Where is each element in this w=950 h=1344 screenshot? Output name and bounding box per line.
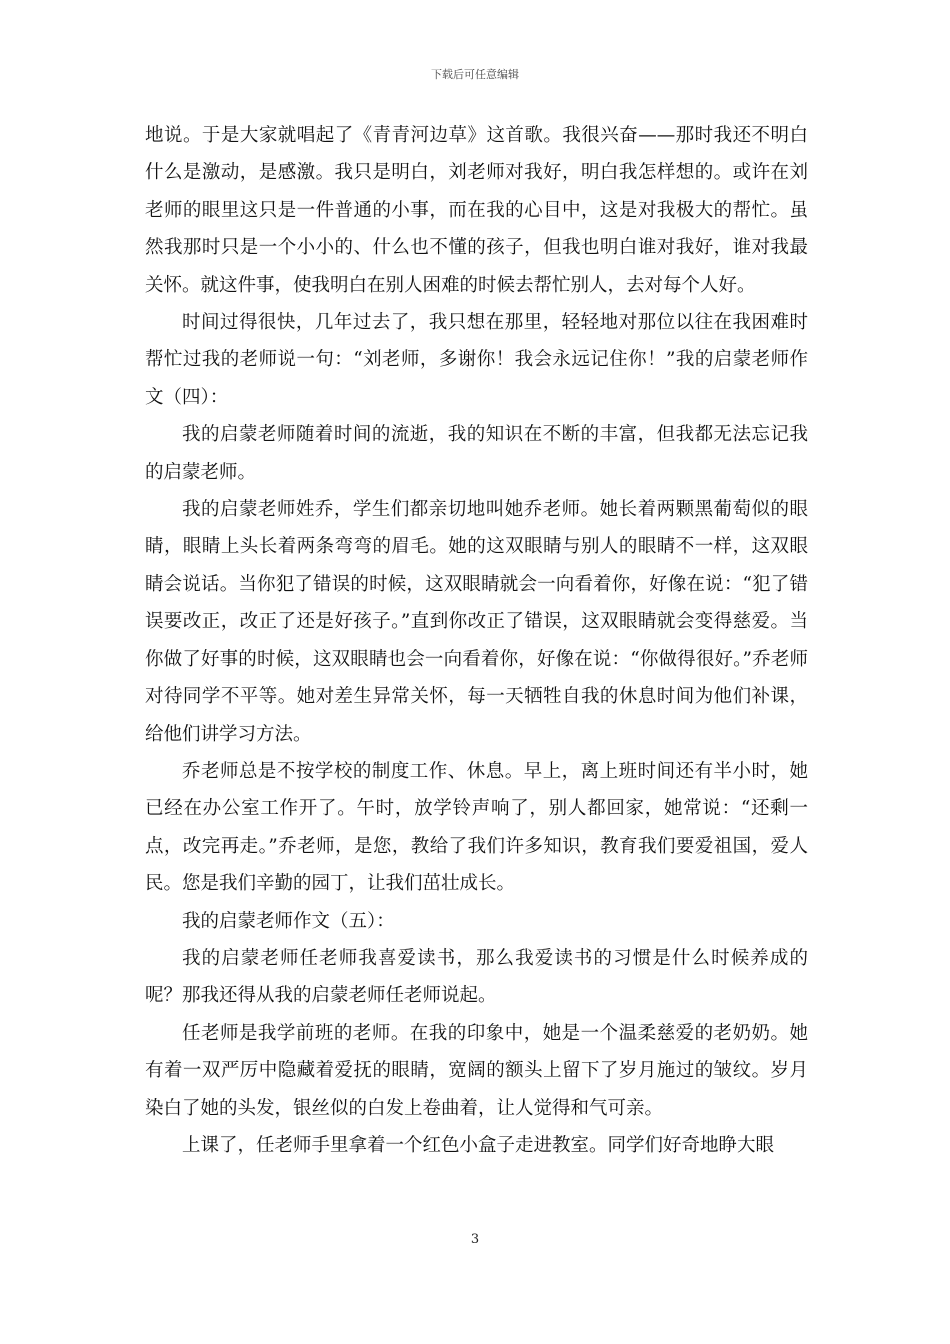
paragraph-3: 我的启蒙老师随着时间的流逝，我的知识在不断的丰富，但我都无法忘记我的启蒙老师。 [145,424,808,483]
paragraph-5: 乔老师总是不按学校的制度工作、休息。早上，离上班时间还有半小时，她已经在办公室工作开了。午时，放学铃声响了，别人都回家，她常说：“还剩一点，改完再走。”乔老师，是您，教给了我们许多知识，教育我们要爱祖国，爱人民。您是我们辛勤的园丁，让我们茁壮成长。 [145,760,808,895]
paragraph-4: 我的启蒙老师姓乔，学生们都亲切地叫她乔老师。她长着两颗黑葡萄似的眼睛，眼睛上头长着两条弯弯的眉毛。她的这双眼睛与别人的眼睛不一样，这双眼睛会说话。当你犯了错误的时候，这双眼睛就会一向看着你，好像在说：“犯了错误要改正，改正了还是好孩子。”直到你改正了错误，这双眼睛就会变得慈爱。当你做了好事的时候，这双眼睛也会一向看着你，好像在说：“你做得很好。”乔老师对待同学不平等。她对差生异常关怀，每一天牺牲自我的休息时间为他们补课，给他们讲学习方法。 [145,499,808,745]
paragraph-8: 上课了，任老师手里拿着一个红色小盒子走进教室。同学们好奇地睁大眼 [182,1134,775,1156]
section-heading: 我的启蒙老师作文（五）： [182,910,395,932]
paragraph-2: 时间过得很快，几年过去了，我只想在那里，轻轻地对那位以往在我困难时帮忙过我的老师说一句：“刘老师，多谢你！我会永远记住你！”我的启蒙老师作文（四）： [145,312,808,408]
page-number: 3 [470,1232,480,1247]
paragraph-1: 地说。于是大家就唱起了《青青河边草》这首歌。我很兴奋——那时我还不明白什么是激动，是感激。我只是明白，刘老师对我好，明白我怎样想的。或许在刘老师的眼里这只是一件普通的小事，而在我的心目中，这是对我极大的帮忙。虽然我那时只是一个小小的、什么也不懂的孩子，但我也明白谁对我好，谁对我最关怀。就这件事，使我明白在别人困难的时候去帮忙别人，去对每个人好。 [145,125,808,296]
document-body [145,117,808,1164]
paragraph-7: 任老师是我学前班的老师。在我的印象中，她是一个温柔慈爱的老奶奶。她有着一双严厉中隐藏着爱抚的眼睛，宽阔的额头上留下了岁月施过的皱纹。岁月染白了她的头发，银丝似的白发上卷曲着，让人觉得和气可亲。 [145,1022,808,1119]
paragraph-6: 我的启蒙老师任老师我喜爱读书，那么我爱读书的习惯是什么时候养成的呢？那我还得从我的启蒙老师任老师说起。 [145,947,808,1007]
page-header: 下载后可任意编辑 [431,68,519,81]
